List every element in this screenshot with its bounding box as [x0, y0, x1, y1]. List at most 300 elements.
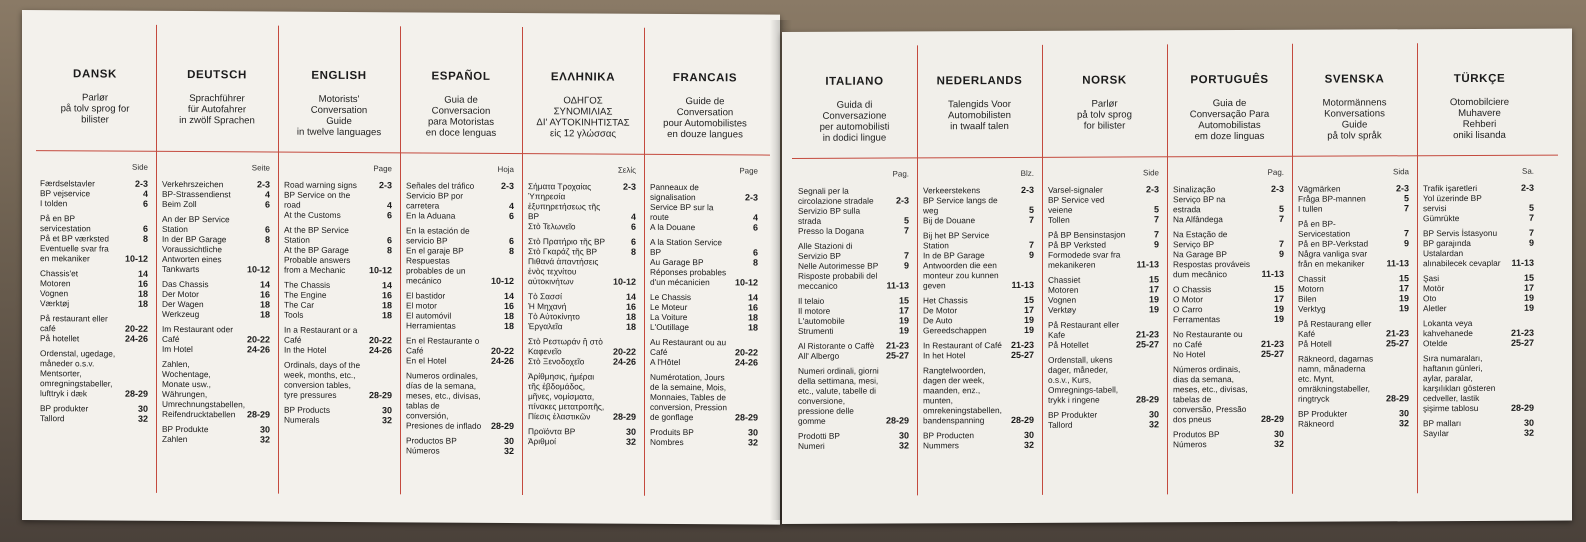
entry-title: At the Customs	[284, 209, 341, 220]
contents-entry	[1048, 184, 1159, 194]
entry-page-number: 11-13	[886, 280, 909, 291]
column-divider	[278, 26, 279, 494]
guide-subtitle: Guia de Conversacion para Motoristas en doce lenguas	[425, 94, 497, 139]
entry-page-number: 10-12	[734, 277, 758, 288]
page-column-label: Seite	[251, 163, 270, 173]
entry-page-number: 9	[1153, 239, 1159, 250]
entry-page-number: 18	[259, 309, 270, 320]
contents-entry	[650, 357, 758, 368]
entry-title: Rangtelwoorden, dagen der week, maanden, enz., munten, omrekeningstabellen, bandenspanning	[923, 365, 1002, 426]
entry-title: O Carro	[1173, 304, 1203, 315]
entry-page-number: 11-13	[1261, 268, 1284, 279]
entry-page-number: 21-23	[1385, 328, 1409, 339]
contents-entry	[923, 295, 1034, 305]
contents-entry	[162, 434, 270, 445]
entry-title: I tullen	[1298, 203, 1323, 214]
contents-entry	[528, 436, 636, 447]
contents-list	[528, 181, 636, 447]
entry-page-number: 8	[508, 245, 514, 257]
contents-entry	[406, 300, 514, 311]
contents-entry	[284, 345, 392, 356]
entry-page-number: 18	[381, 310, 392, 321]
entry-title: BP-Strassendienst	[162, 188, 231, 200]
contents-entry	[284, 190, 392, 211]
contents-entry	[406, 290, 514, 301]
entry-page-number: 16	[259, 289, 270, 300]
entry-title: Respostas prováveis dum mecânico	[1173, 258, 1251, 280]
entry-title: Verktøy	[1048, 304, 1077, 315]
entry-page-number: 9	[1028, 249, 1034, 260]
entry-title: Zahlen	[162, 433, 188, 445]
entry-title: Motoren	[40, 278, 71, 289]
entry-page-number: 30	[1273, 428, 1284, 439]
entry-page-number: 14	[137, 268, 148, 279]
guide-subtitle: Motorists' Conversation Guide in twelve languages	[296, 93, 382, 139]
entry-page-number: 8	[386, 245, 392, 256]
entry-title: In the Hotel	[284, 344, 327, 355]
entry-page-number: 17	[1273, 293, 1284, 304]
entry-title: At the BP Service Station	[284, 224, 349, 245]
contents-entry	[798, 325, 909, 335]
language-column-espan-ol	[400, 26, 522, 505]
entry-page-number: 18	[381, 300, 392, 311]
contents-entry	[650, 257, 758, 268]
entry-page-number: 14	[625, 291, 636, 302]
entry-page-number: 4	[630, 211, 636, 222]
entry-title: Road warning signs	[284, 179, 357, 191]
entry-page-number: 2-3	[378, 180, 392, 191]
entry-title: Στὸ Γκαράζ τῆς BP	[528, 246, 598, 257]
language-heading: TÜRKÇE	[1453, 72, 1506, 86]
entry-title: Τὸ Αὐτοκίνητο	[528, 311, 580, 322]
entry-page-number: 7	[1153, 229, 1159, 240]
contents-entry	[1423, 283, 1534, 293]
contents-entry	[162, 199, 270, 210]
contents-entry	[40, 243, 148, 264]
entry-title: Le Chassis	[650, 291, 692, 303]
entry-page-number: 5	[1403, 193, 1409, 204]
contents-entry	[798, 440, 909, 450]
contents-entry	[650, 302, 758, 313]
entry-title: Motoren	[1048, 284, 1079, 295]
language-column-italiano	[792, 45, 917, 506]
entry-title: Al Ristorante o Caffè	[798, 340, 875, 351]
entry-title: BP vejservice	[40, 188, 91, 199]
entry-page-number: 2-3	[1020, 184, 1034, 195]
entry-page-number: 24-26	[612, 356, 636, 367]
contents-entry	[1173, 294, 1284, 304]
contents-entry	[1173, 259, 1284, 279]
contents-entry	[1173, 329, 1284, 349]
entry-page-number: 24-26	[734, 357, 758, 368]
entry-page-number: 18	[625, 311, 636, 322]
column-divider	[917, 45, 918, 495]
entry-title: Räkneord, dagarnas namn, månaderna etc. Mynt, omräkningstabeller, ringtryck	[1298, 353, 1374, 404]
entry-title: Nelle Autorimesse BP	[798, 260, 879, 271]
entry-title: Probable answers from a Mechanic	[284, 254, 351, 275]
entry-title: I tolden	[40, 198, 68, 209]
entry-title: O Motor	[1173, 294, 1203, 305]
entry-page-number: 28-29	[1510, 402, 1534, 413]
contents-entry	[162, 359, 270, 420]
contents-entry	[923, 340, 1034, 350]
entry-title: En el Hotel	[406, 355, 447, 366]
contents-entry	[284, 180, 392, 191]
entry-title: Na Garage BP	[1173, 249, 1227, 260]
contents-entry	[406, 255, 514, 286]
entry-page-number: 4	[142, 188, 148, 199]
contents-entry	[406, 310, 514, 321]
contents-entry	[798, 225, 909, 235]
contents-entry	[406, 210, 514, 221]
entry-title: Bij het BP Service Station	[923, 230, 990, 251]
entry-title: Ἐργαλεῖα	[528, 321, 563, 332]
entry-page-number: 14	[259, 279, 270, 290]
column-divider	[1042, 45, 1043, 495]
entry-page-number: 15	[1523, 272, 1534, 283]
contents-entry	[406, 245, 514, 256]
entry-title: All' Albergo	[798, 350, 840, 361]
entry-title: Im Hotel	[162, 343, 193, 355]
contents-entry	[1423, 213, 1534, 223]
contents-entry	[1173, 439, 1284, 449]
entry-title: Zahlen, Wochentage, Monate usw., Währungen, Umrechnungstabellen, Reifendrucktabellen	[162, 358, 246, 420]
entry-title: Προϊόντα BP	[528, 426, 576, 437]
contents-entry	[40, 288, 148, 299]
contents-entry	[1048, 214, 1159, 224]
entry-page-number: 21-23	[1260, 338, 1284, 349]
entry-page-number: 18	[747, 312, 758, 323]
entry-title: The Chassis	[284, 279, 331, 290]
entry-title: Ἀρίθμησις, ἡμέραι τῆς ἑβδομάδος, μῆνες, νομίσματα, πίνακες μετατροπῆς, Πίεσις ἐλαστικῶν	[528, 371, 605, 422]
entry-title: In de BP Garage	[923, 250, 985, 261]
language-heading: NORSK	[1082, 74, 1127, 87]
entry-title: In het Hotel	[923, 350, 966, 361]
entry-title: Respuestas probables de un mecánico	[406, 255, 466, 286]
entry-title: Τὸ Σασσί	[528, 291, 562, 302]
entry-title: Vägmärken	[1298, 183, 1341, 194]
contents-entry	[650, 182, 758, 203]
entry-title: Produtos BP	[1173, 429, 1220, 440]
contents-entry	[923, 230, 1034, 250]
entry-title: Værktøj	[40, 298, 70, 309]
entry-title: The Car	[284, 299, 314, 310]
entry-page-number: 6	[386, 210, 392, 221]
entry-title: Serviço BP na estrada	[1173, 194, 1226, 215]
contents-entry	[162, 289, 270, 300]
contents-entry	[406, 445, 514, 456]
entry-page-number: 18	[137, 298, 148, 309]
contents-entry	[528, 256, 636, 287]
contents-entry	[923, 195, 1034, 215]
entry-title: Panneaux de signalisation	[650, 181, 699, 203]
contents-entry	[1423, 303, 1534, 313]
contents-entry	[1423, 318, 1534, 338]
entry-page-number: 24-26	[368, 345, 392, 356]
entry-page-number: 30	[1023, 429, 1034, 440]
page-column-label: Hoja	[497, 164, 514, 175]
entry-page-number: 2-3	[1145, 184, 1159, 195]
contents-entry	[798, 260, 909, 270]
contents-entry	[798, 350, 909, 360]
entry-page-number: 7	[1528, 227, 1534, 238]
entry-page-number: 25-27	[885, 350, 909, 361]
entry-title: Oto	[1423, 293, 1437, 304]
contents-entry	[1298, 418, 1409, 428]
contents-entry	[1048, 284, 1159, 294]
entry-page-number: 7	[903, 250, 909, 261]
language-heading: ENGLISH	[311, 69, 367, 83]
language-column-tu-rkc-e	[1417, 43, 1542, 504]
guide-subtitle: Guida di Conversazione per automobilisti in dodici lingue	[819, 99, 890, 144]
contents-entry	[1048, 294, 1159, 304]
contents-entry	[1423, 228, 1534, 238]
entry-page-number: 30	[747, 427, 758, 438]
language-heading: PORTUGUÊS	[1190, 73, 1269, 87]
contents-entry	[923, 315, 1034, 325]
entry-title: Réponses probables d'un mécanicien	[650, 266, 727, 288]
entry-page-number: 28-29	[885, 415, 909, 426]
contents-entry	[923, 215, 1034, 225]
contents-entry	[650, 337, 758, 358]
entry-page-number: 4	[508, 200, 514, 212]
contents-entry	[650, 312, 758, 323]
entry-page-number: 6	[630, 236, 636, 247]
entry-title: A la Douane	[650, 221, 696, 233]
entry-title: A la Station Service BP	[650, 236, 722, 257]
contents-list	[1298, 183, 1409, 428]
guide-subtitle: Guide de Conversation pour Automobilistes en douze langues	[663, 96, 747, 141]
entry-page-number: 7	[1528, 212, 1534, 223]
entry-page-number: 28-29	[1385, 393, 1409, 404]
contents-entry	[528, 236, 636, 247]
language-column-svenska	[1292, 43, 1417, 504]
entry-page-number: 2-3	[895, 195, 909, 206]
contents-entry	[284, 255, 392, 276]
entry-title: På Hotellet	[1048, 339, 1089, 350]
entry-title: Na Estação de Serviço BP	[1173, 229, 1228, 250]
contents-entry	[650, 202, 758, 223]
contents-list	[1048, 184, 1159, 429]
contents-entry	[406, 225, 514, 246]
contents-entry	[1048, 239, 1159, 249]
entry-page-number: 17	[898, 305, 909, 316]
entry-title: Verkeerstekens	[923, 185, 981, 196]
entry-page-number: 28-29	[124, 388, 148, 399]
entry-title: Números	[406, 445, 440, 456]
contents-entry	[798, 295, 909, 305]
entry-page-number: 30	[381, 405, 392, 416]
entry-title: Antwoorden die een monteur zou kunnen geven	[923, 260, 999, 291]
language-heading: ITALIANO	[825, 75, 884, 88]
contents-entry	[1048, 319, 1159, 339]
entry-page-number: 20-22	[490, 345, 514, 357]
entry-page-number: 30	[625, 426, 636, 437]
contents-entry	[406, 190, 514, 211]
contents-entry	[798, 240, 909, 260]
entry-title: Fråga BP-mannen	[1298, 193, 1366, 204]
contents-entry	[162, 309, 270, 320]
contents-entry	[284, 280, 392, 291]
entry-page-number: 17	[1023, 304, 1034, 315]
page-column-label: Blz.	[1020, 168, 1034, 178]
entry-title: På BP Bensinstasjon	[1048, 229, 1126, 240]
entry-title: Señales del tráfico	[406, 180, 475, 191]
contents-list	[650, 182, 758, 448]
entry-page-number: 21-23	[1010, 339, 1034, 351]
entry-title: Gümrükte	[1423, 213, 1460, 224]
contents-entry	[162, 299, 270, 310]
contents-entry	[1173, 429, 1284, 439]
entry-page-number: 30	[137, 403, 148, 414]
entry-page-number: 19	[1523, 292, 1534, 303]
entry-page-number: 2-3	[744, 192, 758, 203]
entry-title: Risposte probabili del meccanico	[798, 270, 878, 291]
entry-page-number: 11-13	[1011, 279, 1034, 290]
contents-entry	[40, 178, 148, 189]
entry-title: Vognen	[40, 288, 69, 299]
entry-title: Σήματα Τροχαίας	[528, 181, 592, 192]
entry-page-number: 32	[503, 445, 514, 457]
entry-page-number: 7	[1403, 228, 1409, 239]
contents-entry	[162, 234, 270, 245]
entry-page-number: 32	[381, 415, 392, 426]
entry-title: El automóvil	[406, 310, 452, 321]
entry-page-number: 28-29	[1135, 394, 1159, 405]
page-column-label: Pag.	[892, 169, 909, 179]
entry-title: På et BP værksted	[40, 233, 110, 244]
contents-entry	[162, 189, 270, 200]
contents-entry	[798, 340, 909, 350]
entry-page-number: 11-13	[1511, 257, 1534, 268]
contents-entry	[1173, 304, 1284, 314]
language-column-english	[278, 26, 400, 505]
contents-entry	[40, 403, 148, 414]
contents-entry	[1423, 338, 1534, 348]
entry-title: Der Motor	[162, 288, 199, 300]
guide-subtitle: Parlør på tolv sprog for bilister	[1077, 98, 1132, 132]
guide-subtitle: Motormännens Konversations Guide på tolv språk	[1322, 97, 1387, 142]
entry-title: Chassiet	[1048, 274, 1081, 285]
contents-entry	[406, 320, 514, 331]
contents-entry	[923, 250, 1034, 260]
entry-title: Ἀριθμοί	[528, 436, 556, 447]
entry-title: Na Alfândega	[1173, 214, 1223, 225]
contents-entry	[40, 333, 148, 344]
entry-title: Πιθανά ἀπαντήσεις ἑνὸς τεχνίτου αὐτοκινήτων	[528, 256, 599, 287]
contents-entry	[1173, 284, 1284, 294]
contents-entry	[1173, 184, 1284, 194]
contents-entry	[1048, 339, 1159, 349]
entry-page-number: 7	[1403, 203, 1409, 214]
entry-page-number: 17	[1148, 284, 1159, 295]
guide-subtitle: Guia de Conversação Para Automobilistas em doze linguas	[1189, 97, 1270, 143]
entry-page-number: 2-3	[500, 180, 514, 192]
entry-page-number: 21-23	[885, 340, 909, 351]
contents-entry	[1173, 214, 1284, 224]
entry-title: En el Restaurante o Café	[406, 335, 480, 356]
contents-entry	[162, 244, 270, 275]
entry-title: Aletler	[1423, 303, 1447, 314]
page-column-label: Sa.	[1521, 166, 1534, 176]
page-column-label: Sida	[1392, 167, 1409, 177]
contents-entry	[1298, 193, 1409, 203]
entry-page-number: 7	[1028, 239, 1034, 250]
entry-page-number: 18	[137, 288, 148, 299]
contents-entry	[528, 301, 636, 312]
column-divider	[156, 25, 157, 493]
contents-entry	[406, 355, 514, 366]
page-column-label: Pag.	[1267, 167, 1284, 177]
contents-list	[40, 178, 148, 424]
entry-page-number: 16	[503, 300, 514, 312]
entry-page-number: 32	[259, 434, 270, 445]
contents-entry	[923, 305, 1034, 315]
contents-entry	[406, 180, 514, 191]
contents-entry	[40, 313, 148, 334]
entry-title: Vognen	[1048, 294, 1077, 305]
entry-title: Lokanta veya kahvehanede	[1423, 317, 1473, 339]
entry-page-number: 9	[1528, 237, 1534, 248]
entry-title: Servicio BP por carretera	[406, 190, 464, 211]
entry-page-number: 28-29	[246, 409, 270, 420]
entry-page-number: 5	[1028, 204, 1034, 215]
language-column-dansk	[34, 24, 156, 503]
entry-title: På Restaurang eller Kafé	[1298, 318, 1372, 339]
contents-entry	[1298, 283, 1409, 293]
right-page	[782, 29, 1572, 524]
contents-entry	[798, 270, 909, 290]
contents-entry	[1173, 364, 1284, 424]
entry-title: Alle Stazioni di Servizio BP	[798, 240, 853, 261]
entry-title: Verkehrszeichen	[162, 178, 224, 190]
entry-page-number: 32	[898, 440, 909, 451]
contents-entry	[284, 310, 392, 321]
entry-title: BP Service langs de weg	[923, 195, 998, 216]
contents-entry	[40, 188, 148, 199]
language-heading: ΕΛΛΗΝΙΚΑ	[550, 71, 616, 84]
contents-entry	[1048, 304, 1159, 314]
contents-entry	[1173, 349, 1284, 359]
contents-entry	[650, 427, 758, 438]
entry-page-number: 8	[264, 234, 270, 245]
contents-entry	[798, 315, 909, 325]
contents-entry	[1423, 248, 1534, 268]
entry-page-number: 19	[1023, 314, 1034, 325]
language-column-deutsch	[156, 25, 278, 504]
contents-entry	[528, 336, 636, 357]
entry-page-number: 21-23	[1510, 327, 1534, 338]
entry-page-number: 30	[1148, 409, 1159, 420]
language-heading: DANSK	[73, 68, 117, 81]
entry-page-number: 30	[259, 424, 270, 435]
contents-entry	[923, 365, 1034, 425]
entry-title: BP Produkter	[1048, 409, 1098, 420]
entry-title: BP Produkte	[162, 423, 209, 435]
contents-entry	[162, 214, 270, 235]
contents-list	[284, 180, 392, 426]
entry-title: Ustalardan alınabilecek cevaplar	[1423, 248, 1501, 269]
entry-page-number: 5	[1278, 203, 1284, 214]
entry-page-number: 20-22	[612, 346, 636, 357]
entry-page-number: 19	[1148, 294, 1159, 305]
entry-page-number: 6	[508, 235, 514, 247]
entry-page-number: 6	[752, 222, 758, 233]
entry-title: Ferramentas	[1173, 314, 1221, 325]
language-column-greek	[522, 27, 644, 506]
entry-page-number: 14	[381, 280, 392, 291]
contents-entry	[162, 324, 270, 345]
